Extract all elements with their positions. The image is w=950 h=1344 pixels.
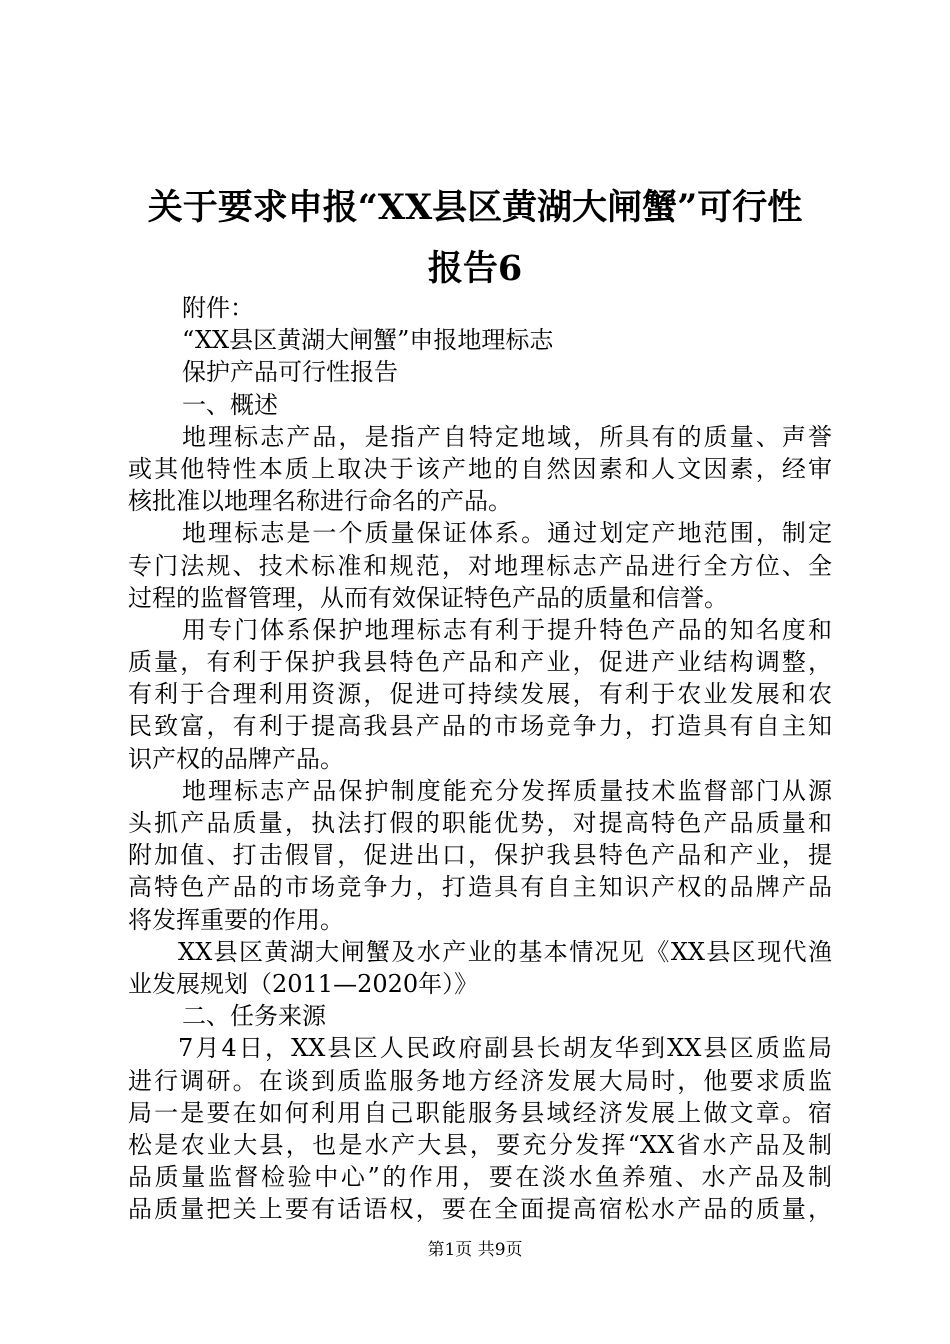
paragraph-line: 民致富，有利于提高我县产品的市场竞争力，打造具有自主知 <box>128 712 832 741</box>
section-heading-task-source: 二、任务来源 <box>182 1002 326 1031</box>
paragraph-line: 进行调研。在谈到质监服务地方经济发展大局时，他要求质监 <box>128 1066 832 1095</box>
paragraph-line: 核批准以地理名称进行命名的产品。 <box>128 487 512 516</box>
paragraph-line: 或其他特性本质上取决于该产地的自然因素和人文因素，经审 <box>128 454 832 483</box>
paragraph-line: 地理标志产品，是指产自特定地域，所具有的质量、声誉 <box>182 422 832 451</box>
paragraph-line: 松是农业大县，也是水产大县，要充分发挥“XX省水产品及制 <box>128 1130 832 1159</box>
paragraph-line: 局一是要在如何利用自己职能服务县域经济发展上做文章。宿 <box>128 1098 832 1127</box>
paragraph-line: 7月4日，XX县区人民政府副县长胡友华到XX县区质监局 <box>178 1034 832 1063</box>
paragraph-line: 专门法规、技术标准和规范，对地理标志产品进行全方位、全 <box>128 551 832 580</box>
attachment-title-line-1: “XX县区黄湖大闸蟹”申报地理标志 <box>182 326 554 355</box>
paragraph-line: 地理标志产品保护制度能充分发挥质量技术监督部门从源 <box>182 776 832 805</box>
paragraph-line: 有利于合理利用资源，促进可持续发展，有利于农业发展和农 <box>128 680 832 709</box>
section-heading-overview: 一、概述 <box>182 390 278 419</box>
paragraph-line: 地理标志是一个质量保证体系。通过划定产地范围，制定 <box>182 519 832 548</box>
paragraph-line: 附加值、打击假冒，促进出口，保护我县特色产品和产业，提 <box>128 841 832 870</box>
paragraph-line: 用专门体系保护地理标志有利于提升特色产品的知名度和 <box>182 615 832 644</box>
document-body <box>128 292 832 1225</box>
paragraph-line: 将发挥重要的作用。 <box>128 905 344 934</box>
document-title-line-2: 报告6 <box>427 248 523 289</box>
paragraph-line: 高特色产品的市场竞争力，打造具有自主知识产权的品牌产品 <box>128 873 832 902</box>
paragraph-line: 识产权的品牌产品。 <box>128 744 344 773</box>
attachment-title-line-2: 保护产品可行性报告 <box>182 358 398 387</box>
page-number-footer: 第1页 共9页 <box>427 1240 523 1260</box>
document-title-line-1: 关于要求申报“XX县区黄湖大闸蟹”可行性 <box>147 187 803 228</box>
paragraph-line: 过程的监督管理，从而有效保证特色产品的质量和信誉。 <box>128 583 728 612</box>
paragraph-line: 业发展规划（2011—2020年）》 <box>128 969 479 998</box>
paragraph-line: 质量，有利于保护我县特色产品和产业，促进产业结构调整， <box>128 648 832 677</box>
paragraph-line: 品质量把关上要有话语权，要在全面提高宿松水产品的质量， <box>128 1195 832 1224</box>
paragraph-line: XX县区黄湖大闸蟹及水产业的基本情况见《XX县区现代渔 <box>178 937 832 966</box>
paragraph-line: 品质量监督检验中心”的作用，要在淡水鱼养殖、水产品及制 <box>128 1163 832 1192</box>
paragraph-line: 头抓产品质量，执法打假的职能优势，对提高特色产品质量和 <box>128 809 832 837</box>
attachment-label: 附件： <box>182 294 254 322</box>
